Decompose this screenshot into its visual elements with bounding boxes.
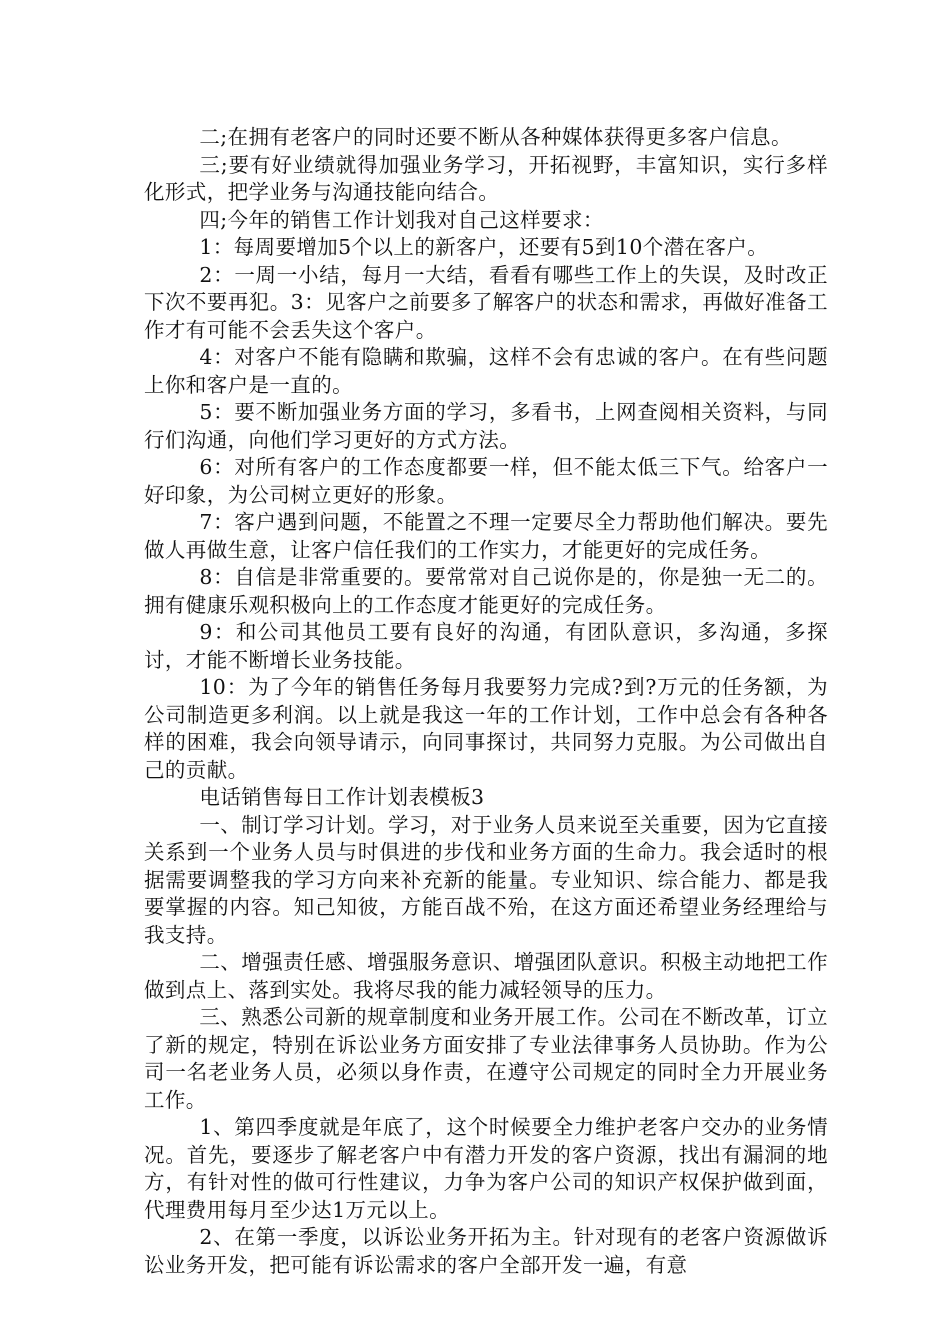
list-item-5: 5：要不断加强业务方面的学习，多看书，上网查阅相关资料，与同行们沟通，向他们学习更好的方式方法。 [144,400,828,452]
list-item-10: 10：为了今年的销售任务每月我要努力完成?到?万元的任务额，为公司制造更多利润。以上就是我这一年的工作计划，工作中总会有各种各样的困难，我会向领导请示，向同事探讨，共同努力克服。为公司做出自己的贡献。 [144,675,828,782]
plan-item-company-rules: 三、熟悉公司新的规章制度和业务开展工作。公司在不断改革，订立了新的规定，特别在诉讼业务方面安排了专业法律事务人员协助。作为公司一名老业务人员，必须以身作责，在遵守公司规定的同时全力开展业务工作。 [144,1005,828,1112]
list-item-7: 7：客户遇到问题，不能置之不理一定要尽全力帮助他们解决。要先做人再做生意，让客户信任我们的工作实力，才能更好的完成任务。 [144,510,828,562]
plan-item-responsibility: 二、增强责任感、增强服务意识、增强团队意识。积极主动地把工作做到点上、落到实处。我将尽我的能力减轻领导的压力。 [144,950,828,1002]
plan-subitem-q1: 2、在第一季度，以诉讼业务开拓为主。针对现有的老客户资源做诉讼业务开发，把可能有诉讼需求的客户全部开发一遍，有意 [144,1225,828,1277]
section-heading-template-3: 电话销售每日工作计划表模板3 [199,785,485,809]
paragraph-4-requirements: 四;今年的销售工作计划我对自己这样要求： [199,207,604,232]
list-item-9: 9：和公司其他员工要有良好的沟通，有团队意识，多沟通，多探讨，才能不断增长业务技能。 [144,620,828,672]
list-item-4: 4：对客户不能有隐瞒和欺骗，这样不会有忠诚的客户。在有些问题上你和客户是一直的。 [144,345,828,397]
paragraph-3-study: 三;要有好业绩就得加强业务学习，开拓视野，丰富知识，实行多样化形式，把学业务与沟通技能向结合。 [144,152,828,204]
list-item-8: 8：自信是非常重要的。要常常对自己说你是的，你是独一无二的。拥有健康乐观积极向上的工作态度才能更好的完成任务。 [144,565,828,617]
list-item-1: 1：每周要增加5个以上的新客户，还要有5到10个潜在客户。 [199,235,769,259]
plan-item-study: 一、制订学习计划。学习，对于业务人员来说至关重要，因为它直接关系到一个业务人员与时俱进的步伐和业务方面的生命力。我会适时的根据需要调整我的学习方向来补充新的能量。专业知识、综合能力、都是我要掌握的内容。知己知彼，方能百战不殆，在这方面还希望业务经理给与我支持。 [144,812,828,947]
list-item-6: 6：对所有客户的工作态度都要一样，但不能太低三下气。给客户一好印象，为公司树立更好的形象。 [144,455,828,507]
document-body [144,124,828,1279]
list-item-2-3: 2：一周一小结，每月一大结，看看有哪些工作上的失误，及时改正下次不要再犯。3：见客户之前要多了解客户的状态和需求，再做好准备工作才有可能不会丢失这个客户。 [144,262,828,342]
paragraph-2-media: 二;在拥有老客户的同时还要不断从各种媒体获得更多客户信息。 [199,125,792,149]
plan-subitem-q4: 1、第四季度就是年底了，这个时候要全力维护老客户交办的业务情况。首先，要逐步了解老客户中有潜力开发的客户资源，找出有漏洞的地方，有针对性的做可行性建议，力争为客户公司的知识产权保护做到面，代理费用每月至少达1万元以上。 [144,1115,828,1222]
